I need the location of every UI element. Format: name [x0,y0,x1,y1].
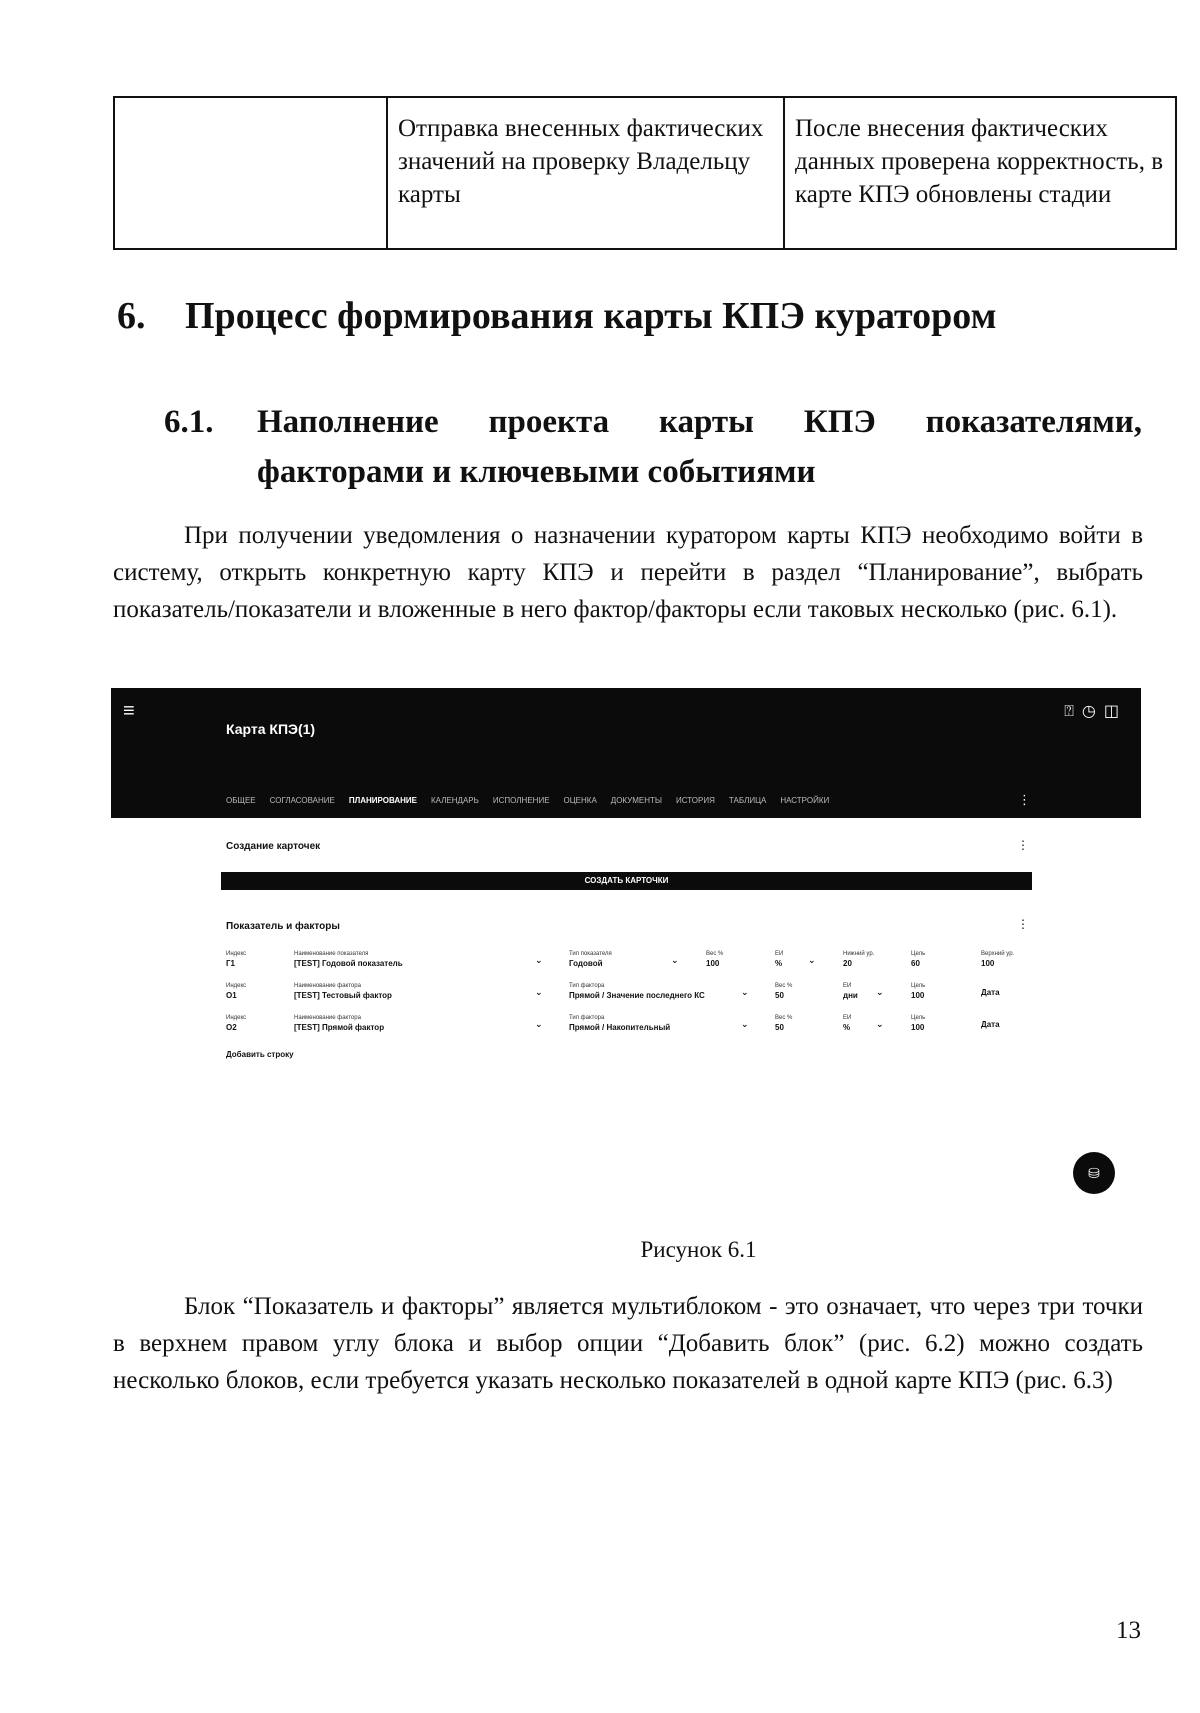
upper-level-field[interactable]: Верхний ур. 100 [981,951,1015,968]
target-field[interactable]: Цель 60 [911,951,926,968]
header-icons [1064,701,1127,721]
figure-caption: Рисунок 6.1 [640,1237,757,1262]
top-table [113,96,1177,250]
subsection-number: 6.1. [164,404,214,440]
target-field[interactable]: Цель 100 [911,1015,926,1032]
tab-approval[interactable]: СОГЛАСОВАНИЕ [269,796,335,805]
index-field[interactable]: Индекс О1 [226,983,247,1000]
name-field[interactable]: Наименование фактора [TEST] Прямой фактор [294,1015,385,1032]
chevron-down-icon[interactable]: ⌄ [876,1019,884,1029]
tab-calendar[interactable]: КАЛЕНДАРЬ [431,796,479,805]
type-field[interactable]: Тип фактора Прямой / Значение последнего КС [569,983,705,1000]
paragraph: Блок “Показатель и факторы” является мультиблоком - это означает, что через три точки в верхнем правом углу блока и выбор опции “Добавить блок” (рис. 6.2) можно создать несколько блоков, если требуется указать несколько показателей в одной карте КПЭ (рис. 6.3) [113,1293,1143,1394]
page-number: 13 [1116,1617,1141,1644]
subsection-word: КПЭ [803,404,876,440]
tab-general[interactable]: ОБЩЕЕ [226,796,256,805]
tab-bar [226,796,829,805]
more-options-icon[interactable]: ⋮ [1017,838,1029,852]
tab-history[interactable]: ИСТОРИЯ [676,796,715,805]
section-title: Процесс формирования карты КПЭ куратором [185,295,997,337]
help-icon[interactable]: ⍰ [1064,703,1082,720]
subsection-word: показателями, [925,404,1142,440]
unit-field[interactable]: ЕИ % [843,1015,852,1032]
chevron-down-icon[interactable]: ⌄ [535,1019,543,1029]
subsection-word: карты [659,404,754,440]
create-cards-button[interactable]: СОЗДАТЬ КАРТОЧКИ [221,872,1032,890]
chevron-down-icon[interactable]: ⌄ [808,955,816,965]
weight-field[interactable]: Вес % 100 [706,951,724,968]
tab-table[interactable]: ТАБЛИЦА [728,796,767,805]
more-options-icon[interactable]: ⋮ [1018,792,1031,807]
chevron-down-icon[interactable]: ⌄ [671,955,679,965]
history-icon[interactable]: ◷ [1081,703,1104,720]
name-field[interactable]: Наименование фактора [TEST] Тестовый фактор [294,983,392,1000]
chevron-down-icon[interactable]: ⌄ [535,955,543,965]
more-options-icon[interactable]: ⋮ [1017,917,1029,931]
index-field[interactable]: Индекс О2 [226,1015,247,1032]
date-field[interactable]: Дата [981,1020,1000,1029]
unit-field[interactable]: ЕИ дни [843,983,858,1000]
layout-icon[interactable]: ◫ [1103,703,1127,720]
chevron-down-icon[interactable]: ⌄ [741,1019,749,1029]
weight-field[interactable]: Вес % 50 [775,1015,793,1032]
table-cell-result: После внесения фактических данных проверена корректность, в карте КПЭ обновлены стадии [784,97,1176,249]
subsection-word: Наполнение [257,404,439,440]
table-cell-empty [114,97,387,249]
chevron-down-icon[interactable]: ⌄ [535,987,543,997]
name-field[interactable]: Наименование показателя [TEST] Годовой показатель [294,951,403,968]
paragraph: При получении уведомления о назначении куратором карты КПЭ необходимо войти в систему, открыть конкретную карту КПЭ и перейти в раздел “Планирование”, выбрать показатель/показатели и вложенные в него фактор/факторы если таковых несколько (рис. 6.1). [113,522,1143,623]
app-title: Карта КПЭ(1) [226,721,316,737]
unit-field[interactable]: ЕИ % [775,951,784,968]
section-title-cards: Создание карточек [226,841,321,852]
type-field[interactable]: Тип фактора Прямой / Накопительный [569,1015,671,1032]
tab-planning[interactable]: ПЛАНИРОВАНИЕ [348,796,418,805]
save-button[interactable] [1073,1152,1115,1194]
tab-execution[interactable]: ИСПОЛНЕНИЕ [492,796,550,805]
weight-field[interactable]: Вес % 50 [775,983,793,1000]
save-icon: ⛁ [1088,1165,1100,1181]
type-field[interactable]: Тип показателя Годовой [569,951,612,968]
section-title-indicators: Показатель и факторы [226,921,340,932]
tab-documents[interactable]: ДОКУМЕНТЫ [610,796,662,805]
table-row [114,97,1176,249]
subsection-title-line1 [257,398,1142,446]
target-field[interactable]: Цель 100 [911,983,926,1000]
chevron-down-icon[interactable]: ⌄ [876,987,884,997]
app-header [111,688,1141,818]
add-row-link[interactable]: Добавить строку [226,1050,294,1059]
lower-level-field[interactable]: Нижний ур. 20 [843,951,875,968]
menu-icon[interactable]: ≡ [123,700,135,722]
subsection-word: проекта [488,404,610,440]
chevron-down-icon[interactable]: ⌄ [741,987,749,997]
section-number: 6. [117,295,146,337]
subsection-title-line2: факторами и ключевыми событиями [257,454,816,490]
tab-evaluation[interactable]: ОЦЕНКА [563,796,597,805]
date-field[interactable]: Дата [981,988,1000,997]
app-screenshot [111,688,1141,1198]
tab-settings[interactable]: НАСТРОЙКИ [780,796,830,805]
section-heading [117,292,1157,340]
table-cell-action: Отправка внесенных фактических значений на проверку Владельцу карты [387,97,784,249]
index-field[interactable]: Индекс Г1 [226,951,247,968]
